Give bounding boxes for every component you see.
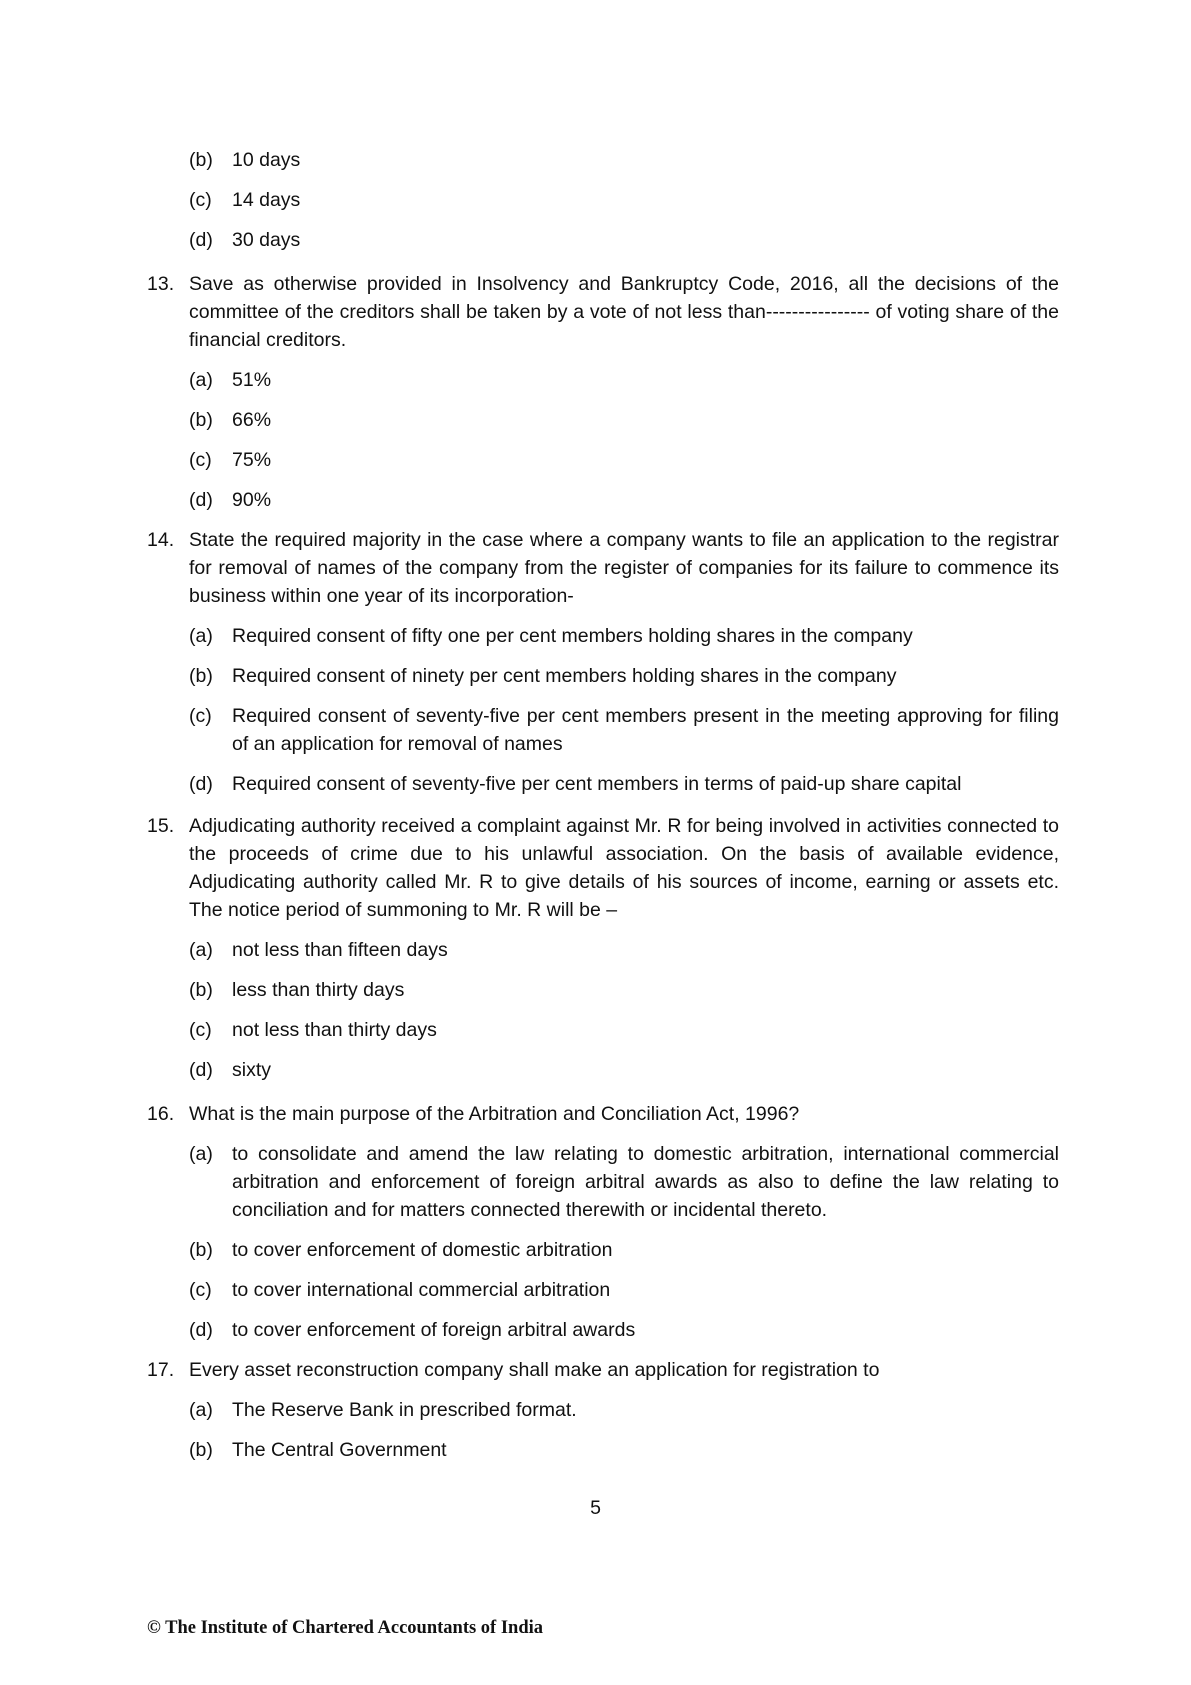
question-16 xyxy=(147,1100,1059,1356)
option-label: (d) xyxy=(189,229,213,251)
option-text: 66% xyxy=(232,409,272,431)
option-a xyxy=(189,622,1059,650)
option-text: Required consent of seventy-five per cent members in terms of paid-up share capital xyxy=(232,773,962,795)
option-c xyxy=(189,702,1059,758)
question-14 xyxy=(147,526,1059,810)
option-text: The Central Government xyxy=(232,1439,447,1461)
option-text: sixty xyxy=(232,1059,271,1081)
option-b xyxy=(189,146,1059,174)
option-b xyxy=(189,1436,1059,1464)
option-text: less than thirty days xyxy=(232,979,405,1001)
option-text: to consolidate and amend the law relating to domestic arbitration, international commercial arbitration and enforcement of foreign arbitral awards as also to define the law relating to conciliation and for matters connected therewith or incidental thereto. xyxy=(232,1143,1059,1221)
option-d xyxy=(189,226,1059,254)
option-label: (c) xyxy=(189,1279,212,1301)
option-d xyxy=(189,486,1059,514)
option-label: (d) xyxy=(189,773,213,795)
footer-copyright: © The Institute of Chartered Accountants of India xyxy=(147,1618,544,1638)
question-options xyxy=(189,366,1059,514)
option-label: (b) xyxy=(189,665,213,687)
option-text: 14 days xyxy=(232,189,301,211)
option-label: (a) xyxy=(189,1399,213,1421)
option-label: (c) xyxy=(189,1019,212,1041)
option-label: (a) xyxy=(189,369,213,391)
option-label: (d) xyxy=(189,489,213,511)
question-number: 16. xyxy=(147,1103,175,1125)
option-a xyxy=(189,366,1059,394)
option-text: to cover international commercial arbitration xyxy=(232,1279,611,1301)
question-15 xyxy=(147,812,1059,1096)
option-a xyxy=(189,1140,1059,1224)
question-number: 14. xyxy=(147,529,175,551)
option-label: (d) xyxy=(189,1319,213,1341)
option-text: Required consent of ninety per cent members holding shares in the company xyxy=(232,665,897,687)
option-b xyxy=(189,1236,1059,1264)
option-label: (a) xyxy=(189,625,213,647)
option-text: Required consent of seventy-five per cent members present in the meeting approving for filing of an application for removal of names xyxy=(232,705,1059,755)
option-d xyxy=(189,1056,1059,1084)
option-d xyxy=(189,770,1059,798)
option-text: The Reserve Bank in prescribed format. xyxy=(232,1399,577,1421)
option-c xyxy=(189,446,1059,474)
option-text: 10 days xyxy=(232,149,301,171)
question-17 xyxy=(147,1356,1059,1476)
option-b xyxy=(189,406,1059,434)
question-options xyxy=(189,1396,1059,1464)
option-text: Required consent of fifty one per cent members holding shares in the company xyxy=(232,625,913,647)
question-text: State the required majority in the case where a company wants to file an application to the registrar for removal of names of the company from the register of companies for its failure to commence its business within one year of its incorporation- xyxy=(189,529,1059,607)
option-text: not less than thirty days xyxy=(232,1019,437,1041)
option-text: to cover enforcement of foreign arbitral awards xyxy=(232,1319,636,1341)
option-text: 90% xyxy=(232,489,272,511)
option-label: (b) xyxy=(189,979,213,1001)
option-c xyxy=(189,1016,1059,1044)
question-text: Save as otherwise provided in Insolvency and Bankruptcy Code, 2016, all the decisions of the committee of the creditors shall be taken by a vote of not less than---------------- of voting share of the financial creditors. xyxy=(189,273,1059,351)
page-number: 5 xyxy=(590,1497,601,1519)
question-number: 13. xyxy=(147,273,175,295)
option-d xyxy=(189,1316,1059,1344)
option-label: (c) xyxy=(189,705,212,727)
option-label: (b) xyxy=(189,149,213,171)
option-label: (d) xyxy=(189,1059,213,1081)
question-13 xyxy=(147,270,1059,526)
question-text: What is the main purpose of the Arbitration and Conciliation Act, 1996? xyxy=(189,1103,800,1125)
option-label: (b) xyxy=(189,1239,213,1261)
question-options xyxy=(189,1140,1059,1344)
option-text: to cover enforcement of domestic arbitration xyxy=(232,1239,613,1261)
question-options xyxy=(189,936,1059,1084)
question-options xyxy=(189,622,1059,798)
option-a xyxy=(189,1396,1059,1424)
option-label: (c) xyxy=(189,449,212,471)
continued-options xyxy=(189,146,1059,266)
option-b xyxy=(189,976,1059,1004)
question-number: 17. xyxy=(147,1359,175,1381)
question-text: Adjudicating authority received a complaint against Mr. R for being involved in activities connected to the proceeds of crime due to his unlawful association. On the basis of available evidence, Adjudicating authority called Mr. R to give details of his sources of income, earning or assets etc. The notice period of summoning to Mr. R will be – xyxy=(189,815,1059,921)
option-text: 51% xyxy=(232,369,272,391)
option-text: 30 days xyxy=(232,229,301,251)
option-text: 75% xyxy=(232,449,272,471)
option-label: (b) xyxy=(189,1439,213,1461)
option-label: (a) xyxy=(189,939,213,961)
option-text: not less than fifteen days xyxy=(232,939,448,961)
option-a xyxy=(189,936,1059,964)
option-label: (c) xyxy=(189,189,212,211)
option-label: (b) xyxy=(189,409,213,431)
option-c xyxy=(189,1276,1059,1304)
question-number: 15. xyxy=(147,815,175,837)
question-text: Every asset reconstruction company shall make an application for registration to xyxy=(189,1359,880,1381)
option-label: (a) xyxy=(189,1143,213,1165)
option-b xyxy=(189,662,1059,690)
option-c xyxy=(189,186,1059,214)
